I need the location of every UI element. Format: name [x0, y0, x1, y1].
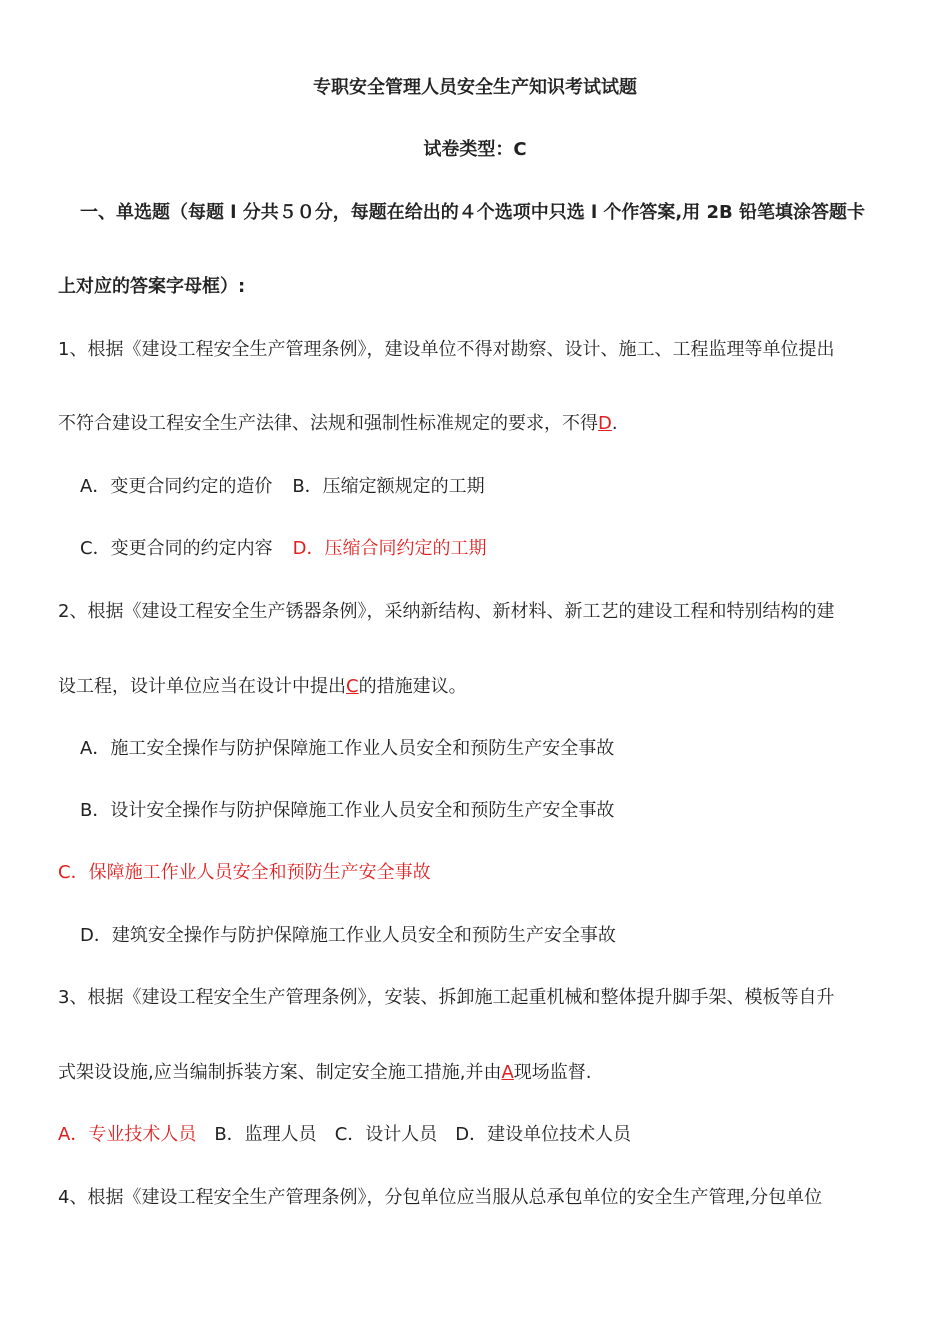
- q1-text-after: .: [611, 413, 618, 434]
- q3-text-before: 式架设设施,应当编制拆装方案、制定安全施工措施,并由: [58, 1062, 502, 1083]
- q3-option-b: B．监理人员: [214, 1124, 317, 1145]
- section-heading-line2: 上对应的答案字母框）:: [58, 276, 246, 297]
- q2-text-after: 的措施建议。: [358, 676, 467, 697]
- q1-text-line1: 1、根据《建设工程安全生产管理条例》，建设单位不得对勘察、设计、施工、工程监理等单位提出: [58, 339, 835, 360]
- q1-option-d: D．压缩合同约定的工期: [292, 538, 487, 559]
- q2-text-before: 设工程，设计单位应当在设计中提出: [58, 676, 346, 697]
- q3-options-row: [58, 1123, 631, 1147]
- q2-text-line1: 2、根据《建设工程安全生产锈器条例》，采纳新结构、新材料、新工艺的建设工程和特别结构的建: [58, 601, 835, 622]
- q3-answer: A: [501, 1062, 514, 1083]
- q1-answer: D: [598, 413, 612, 434]
- q1-options-row2: [80, 537, 486, 561]
- q1-option-b: B．压缩定额规定的工期: [292, 476, 485, 497]
- q3-option-c: C．设计人员: [334, 1124, 438, 1145]
- q2-option-c: C．保障施工作业人员安全和预防生产安全事故: [58, 862, 431, 883]
- q2-text-line2: [58, 675, 467, 699]
- q1-text-before: 不符合建设工程安全生产法律、法规和强制性标准规定的要求，不得: [58, 413, 598, 434]
- q3-option-d: D．建设单位技术人员: [455, 1124, 632, 1145]
- q1-option-c: C．变更合同的约定内容: [80, 538, 273, 559]
- q2-option-d: D．建筑安全操作与防护保障施工作业人员安全和预防生产安全事故: [80, 925, 616, 946]
- q1-option-a: A．变更合同约定的造价: [80, 476, 273, 497]
- q3-text-line1: 3、根据《建设工程安全生产管理条例》，安装、拆卸施工起重机械和整体提升脚手架、模板等自升: [58, 987, 835, 1008]
- section-heading-line1: 一、单选题（每题 l 分共５０分，每题在给出的４个选项中只选 l 个作答案,用 2B 铅笔填涂答题卡: [80, 202, 866, 223]
- q1-options-row1: [80, 475, 485, 499]
- page-title: 专职安全管理人员安全生产知识考试试题: [313, 77, 637, 98]
- q2-option-b: B．设计安全操作与防护保障施工作业人员安全和预防生产安全事故: [80, 800, 615, 821]
- q1-text-line2: [58, 412, 618, 436]
- q3-text-after: 现场监督.: [513, 1062, 592, 1083]
- q3-text-line2: [58, 1061, 592, 1085]
- q4-text-line1: 4、根据《建设工程安全生产管理条例》，分包单位应当服从总承包单位的安全生产管理,分包单位: [58, 1187, 823, 1208]
- q2-answer: C: [346, 676, 359, 697]
- paper-type: 试卷类型：C: [423, 139, 527, 160]
- q2-option-a: A．施工安全操作与防护保障施工作业人员安全和预防生产安全事故: [80, 738, 615, 759]
- q3-option-a: A．专业技术人员: [58, 1124, 197, 1145]
